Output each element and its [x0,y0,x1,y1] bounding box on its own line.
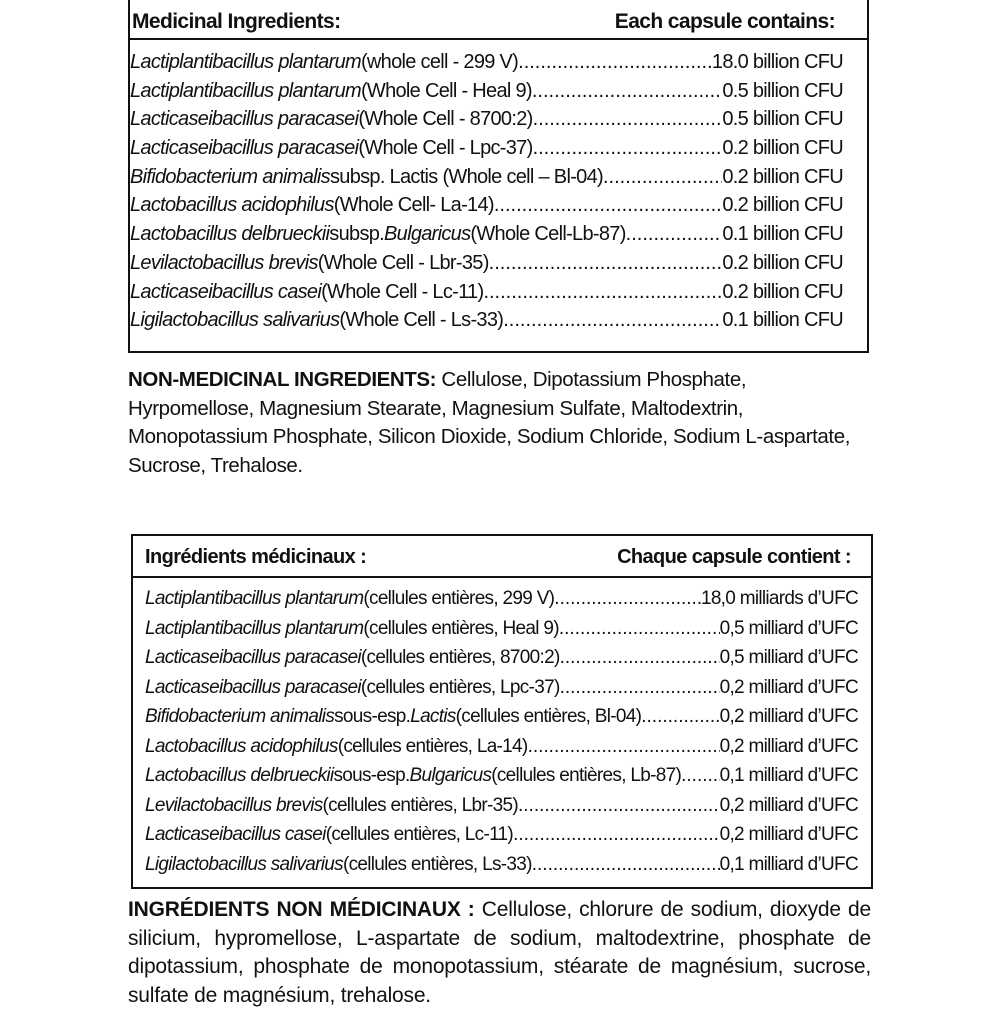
leader-dots [494,194,722,217]
ingredient-name: Lactobacillus delbrueckii [130,223,330,246]
medicinal-ingredients-table-en [128,0,869,353]
non-medicinal-label-en: NON-MEDICINAL INGREDIENTS: [128,368,437,391]
ingredient-desc: (Whole Cell-Lb-87) [470,223,626,246]
leader-dots [513,824,720,846]
ingredient-name-2: Bulgaricus [384,223,471,246]
ingredient-value: 0.2 billion CFU [722,280,843,303]
ingredient-desc: (cellules entières, Ls-33) [342,853,532,875]
ingredient-row [145,647,858,677]
ingredient-value: 0,2 milliard d’UFC [719,676,858,698]
non-medicinal-text-fr: Cellulose, chlorure de sodium, dioxyde de silicium, hypromellose, L-aspartate de sodium, maltodextrine, phosphate de dipotassium, phosphate de monopotassium, stéarate de magnésium, sucrose, sulfate de magnésium, trehalose. [128,898,871,1007]
ingredient-row [145,765,858,795]
ingredient-name: Lactiplantibacillus plantarum [145,588,364,609]
leader-dots [603,166,722,189]
ingredient-row [145,824,858,854]
ingredient-desc: (cellules entières, 8700:2) [360,647,560,668]
ingredient-name: Lacticaseibacillus paracasei [145,676,361,698]
ingredient-value: 0.1 billion CFU [722,309,843,332]
ingredient-name-2: Lactis [410,706,456,727]
leader-dots [518,51,712,74]
ingredient-value: 0,1 milliard d’UFC [719,853,858,875]
ingredient-value: 0,2 milliard d’UFC [719,794,858,816]
leader-dots [532,80,722,103]
ingredient-name: Ligilactobacillus salivarius [130,309,340,332]
ingredient-name: Lacticaseibacillus casei [145,824,326,845]
ingredient-row [130,137,843,166]
ingredient-row [145,795,858,825]
ingredient-desc: (cellules entières, Lc-11) [325,824,514,845]
leader-dots [681,765,720,787]
ingredient-value: 0,5 milliard d’UFC [719,647,858,668]
ingredient-row [145,588,858,618]
leader-dots [554,588,701,610]
ingredient-rows-en [130,51,843,338]
ingredient-value: 0.2 billion CFU [722,194,843,217]
leader-dots [518,795,720,817]
ingredient-row [130,51,843,80]
ingredient-value: 18.0 billion CFU [711,51,843,73]
ingredient-row [145,677,858,707]
ingredient-desc: (cellules entières, Heal 9) [363,617,559,639]
ingredient-value: 0,1 milliard d’UFC [719,765,858,786]
ingredient-desc: (Whole Cell- La-14) [333,194,494,217]
ingredient-value: 0,2 milliard d’UFC [719,706,858,727]
ingredient-desc: (Whole Cell - Heal 9) [360,79,532,102]
ingredient-name: Lactobacillus acidophilus [130,194,334,217]
table-header-en [130,6,867,40]
header-right-en: Each capsule contains: [614,10,835,33]
ingredient-row [145,854,858,884]
ingredient-value: 0,5 milliard d’UFC [719,617,858,639]
ingredient-desc: (cellules entières, La-14) [337,735,528,757]
ingredient-row [130,309,843,338]
leader-dots [528,736,720,758]
ingredient-row [130,166,843,195]
non-medicinal-label-fr: INGRÉDIENTS NON MÉDICINAUX : [128,898,475,921]
ingredient-desc-pre: sous-esp. [333,765,410,786]
ingredient-name: Bifidobacterium animalis [145,706,335,727]
header-right-fr: Chaque capsule contient : [617,546,851,568]
ingredient-name: Lacticaseibacillus casei [130,280,322,303]
ingredient-value: 0,2 milliard d’UFC [719,735,858,757]
leader-dots [533,108,723,131]
ingredient-desc: (cellules entières, Bl-04) [455,706,642,727]
ingredient-value: 0.2 billion CFU [722,137,843,160]
ingredient-value: 0.5 billion CFU [722,79,843,102]
ingredient-desc: (cellules entières, Lb-87) [491,765,682,786]
ingredient-row [145,618,858,648]
leader-dots [626,223,723,246]
ingredient-row [145,706,858,736]
ingredient-desc: subsp. Lactis (Whole cell – Bl-04) [329,165,603,188]
ingredient-name: Lacticaseibacillus paracasei [130,108,359,131]
ingredient-value: 18,0 milliards d’UFC [700,588,858,609]
medicinal-ingredients-table-fr [131,534,873,889]
ingredient-desc: (Whole Cell - 8700:2) [358,108,533,131]
ingredient-rows-fr [145,588,858,883]
ingredient-name: Lactobacillus delbrueckii [145,765,334,786]
ingredient-row [130,223,843,252]
leader-dots [503,309,722,332]
ingredient-value: 0.5 billion CFU [722,108,843,131]
ingredient-desc: (whole cell - 299 V) [360,51,519,73]
ingredient-desc: (cellules entières, 299 V) [363,588,555,609]
ingredient-name: Lacticaseibacillus paracasei [145,647,361,668]
ingredient-name: Lactobacillus acidophilus [145,735,338,757]
table-header-fr [133,536,871,578]
ingredient-name: Levilactobacillus brevis [145,794,323,816]
ingredient-name: Lactiplantibacillus plantarum [130,51,361,73]
leader-dots [483,281,722,304]
ingredient-name: Levilactobacillus brevis [130,251,318,274]
ingredient-row [130,194,843,223]
ingredient-desc-pre: sous-esp. [334,706,411,727]
leader-dots [533,137,723,160]
ingredient-desc: (cellules entières, Lpc-37) [360,676,560,698]
ingredient-value: 0.1 billion CFU [722,223,843,246]
leader-dots [560,677,720,699]
ingredient-desc: (Whole Cell - Ls-33) [339,309,504,332]
ingredient-row [130,252,843,281]
ingredient-desc: (Whole Cell - Lbr-35) [317,251,489,274]
non-medicinal-ingredients-en [128,366,873,480]
ingredient-value: 0.2 billion CFU [722,251,843,274]
ingredient-desc: (Whole Cell - Lc-11) [321,280,484,303]
ingredient-desc-pre: subsp. [329,223,385,246]
ingredient-row [130,281,843,310]
leader-dots [559,618,720,640]
ingredient-value: 0.2 billion CFU [722,165,843,188]
ingredient-row [145,736,858,766]
ingredient-value: 0,2 milliard d’UFC [719,824,858,845]
ingredient-row [130,108,843,137]
ingredient-row [130,80,843,109]
leader-dots [532,854,720,876]
header-left-en: Medicinal Ingredients: [132,10,341,33]
ingredient-name: Lactiplantibacillus plantarum [145,617,364,639]
non-medicinal-ingredients-fr [128,896,871,1010]
ingredient-desc: (cellules entières, Lbr-35) [322,794,518,816]
leader-dots [560,647,720,669]
header-left-fr: Ingrédients médicinaux : [145,546,367,568]
ingredient-name: Lactiplantibacillus plantarum [130,79,361,102]
non-medicinal-text-en: Cellulose, Dipotassium Phosphate, Hyrpomellose, Magnesium Stearate, Magnesium Sulfate, Maltodextrin, Monopotassium Phosphate, Silicon Dioxide, Sodium Chloride, Sodium L-aspartate, Sucrose, Trehalose. [128,368,851,477]
ingredient-name-2: Bulgaricus [409,765,492,786]
ingredient-desc: (Whole Cell - Lpc-37) [358,137,533,160]
ingredient-name: Ligilactobacillus salivarius [145,853,343,875]
leader-dots [489,252,723,275]
leader-dots [641,706,719,728]
ingredient-name: Lacticaseibacillus paracasei [130,137,359,160]
ingredient-name: Bifidobacterium animalis [130,165,330,188]
